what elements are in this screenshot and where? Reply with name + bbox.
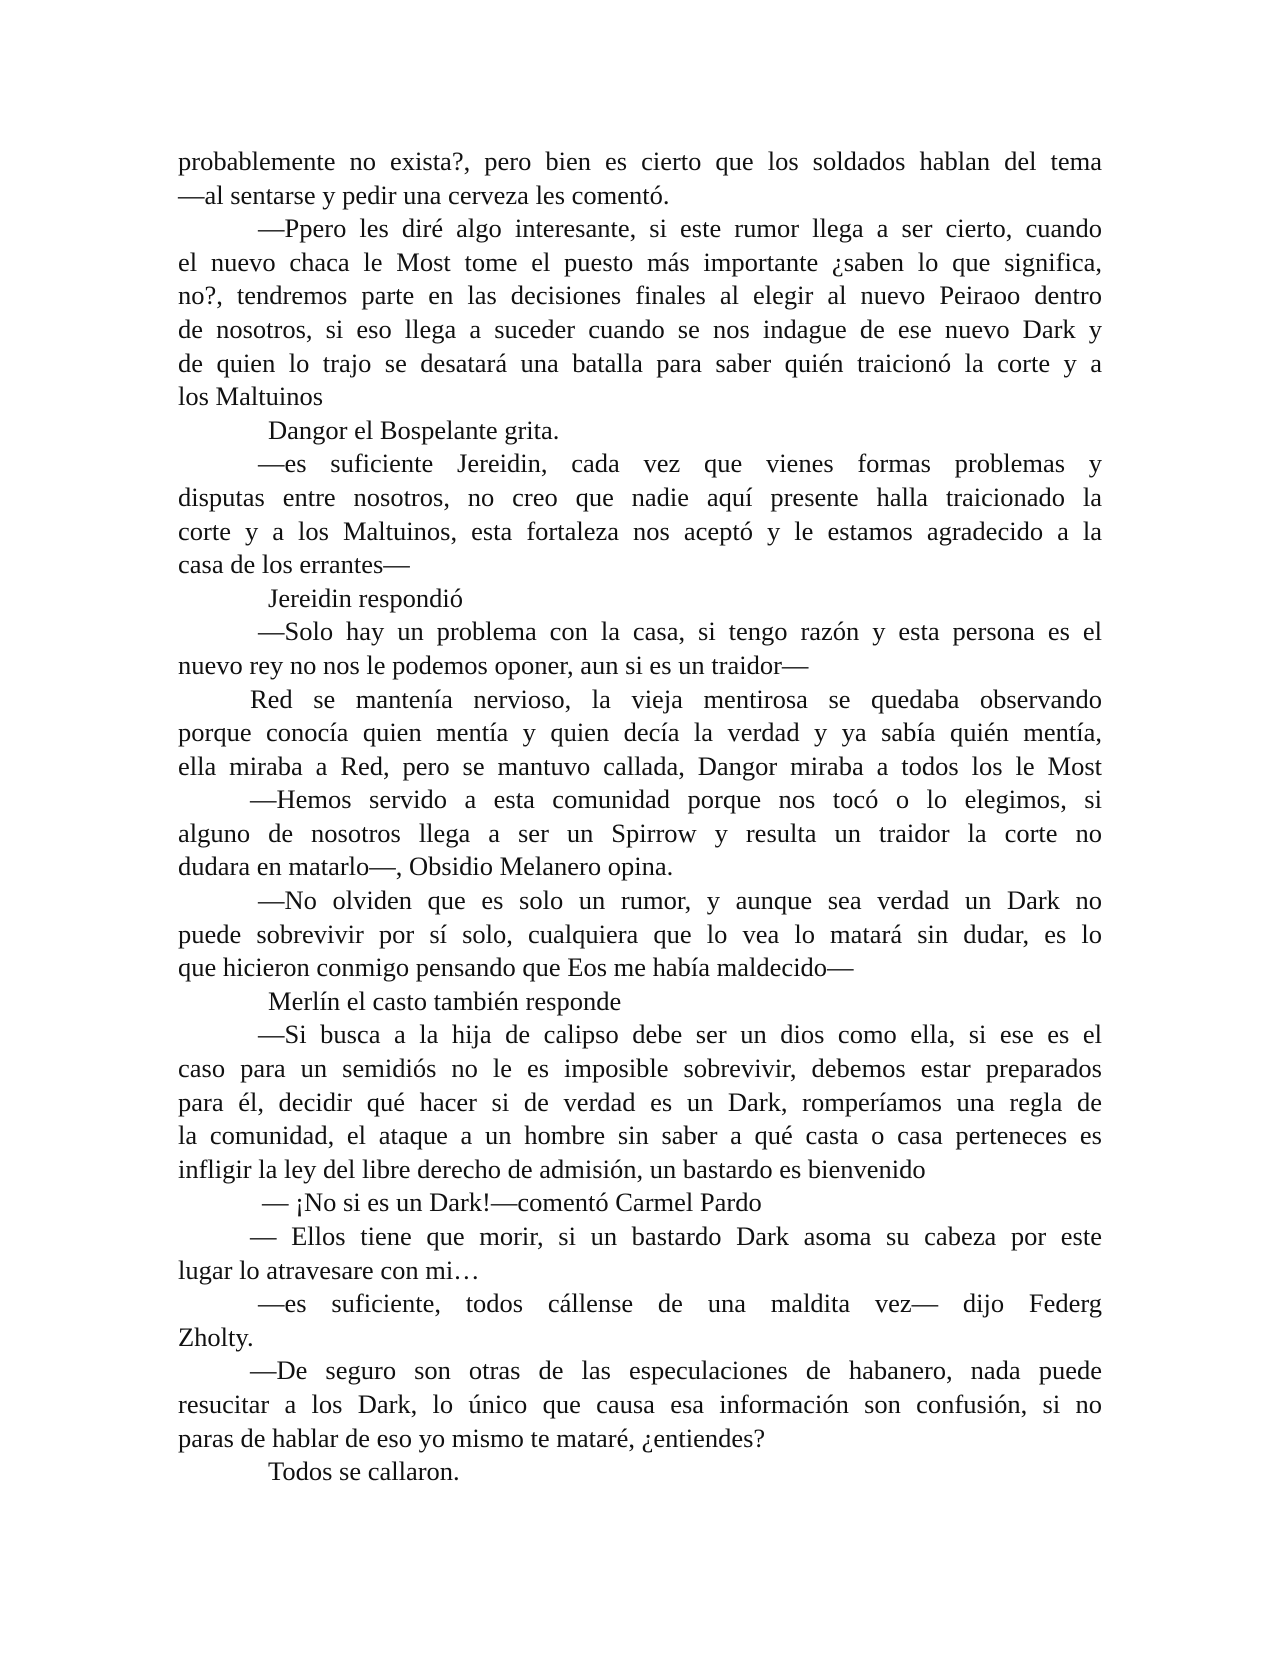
body-text <box>178 145 1102 1489</box>
text-line: —Hemos servido a esta comunidad porque nos tocó o lo elegimos, si <box>250 784 1102 815</box>
text-line: —es suficiente, todos cállense de una maldita vez— dijo Federg <box>258 1288 1102 1319</box>
text-line: —es suficiente Jereidin, cada vez que vienes formas problemas y <box>258 448 1102 479</box>
text-line: — Ellos tiene que morir, si un bastardo Dark asoma su cabeza por este <box>250 1221 1102 1251</box>
text-line: Todos se callaron. <box>268 1456 460 1487</box>
text-line: —al sentarse y pedir una cerveza les comentó. <box>178 179 670 210</box>
text-line: probablemente no exista?, pero bien es cierto que los soldados hablan del tema <box>178 146 1102 176</box>
text-line: — ¡No si es un Dark!—comentó Carmel Pardo <box>262 1187 762 1218</box>
text-line: que hicieron conmigo pensando que Eos me había maldecido— <box>178 952 854 983</box>
text-line: la comunidad, el ataque a un hombre sin saber a qué casta o casa perteneces es <box>178 1120 1102 1151</box>
text-line: casa de los errantes— <box>178 549 410 580</box>
text-line: Jereidin respondió <box>268 582 464 613</box>
text-line: Red se mantenía nervioso, la vieja mentirosa se quedaba observando <box>250 683 1102 714</box>
text-line: puede sobrevivir por sí solo, cualquiera que lo vea lo matará sin dudar, es lo <box>178 918 1102 949</box>
text-line: porque conocía quien mentía y quien decía la verdad y ya sabía quién mentía, <box>178 717 1102 748</box>
text-line: para él, decidir qué hacer si de verdad es un Dark, romperíamos una regla de <box>178 1086 1102 1117</box>
text-line: nuevo rey no nos le podemos oponer, aun si es un traidor— <box>178 649 809 680</box>
text-line: infligir la ley del libre derecho de admisión, un bastardo es bienvenido <box>178 1153 926 1184</box>
text-line: caso para un semidiós no le es imposible sobrevivir, debemos estar preparados <box>178 1053 1102 1084</box>
text-line: —De seguro son otras de las especulaciones de habanero, nada puede <box>250 1355 1102 1386</box>
text-line: corte y a los Maltuinos, esta fortaleza nos aceptó y le estamos agradecido a la <box>178 515 1102 546</box>
text-line: ella miraba a Red, pero se mantuvo callada, Dangor miraba a todos los le Most <box>178 750 1102 781</box>
text-line: los Maltuinos <box>178 381 324 412</box>
text-line: lugar lo atravesare con mi… <box>178 1254 480 1285</box>
text-line: resucitar a los Dark, lo único que causa esa información son confusión, si no <box>178 1388 1102 1419</box>
text-line: de nosotros, si eso llega a suceder cuando se nos indague de ese nuevo Dark y <box>178 313 1102 344</box>
text-line: el nuevo chaca le Most tome el puesto más importante ¿saben lo que significa, <box>178 246 1102 277</box>
text-line: disputas entre nosotros, no creo que nadie aquí presente halla traicionado la <box>178 481 1102 512</box>
text-line: —No olviden que es solo un rumor, y aunque sea verdad un Dark no <box>258 885 1102 916</box>
text-line: —Solo hay un problema con la casa, si tengo razón y esta persona es el <box>258 616 1102 647</box>
text-line: de quien lo trajo se desatará una batalla para saber quién traicionó la corte y a <box>178 347 1102 378</box>
text-line: Dangor el Bospelante grita. <box>268 414 560 445</box>
text-line: no?, tendremos parte en las decisiones finales al elegir al nuevo Peiraoo dentro <box>178 280 1102 311</box>
text-line: alguno de nosotros llega a ser un Spirrow y resulta un traidor la corte no <box>178 817 1102 848</box>
text-line: paras de hablar de eso yo mismo te mataré, ¿entiendes? <box>178 1422 766 1453</box>
text-line: Merlín el casto también responde <box>268 985 622 1016</box>
text-line: Zholty. <box>178 1321 254 1352</box>
text-line: dudara en matarlo—, Obsidio Melanero opina. <box>178 851 674 882</box>
text-line: —Ppero les diré algo interesante, si este rumor llega a ser cierto, cuando <box>258 213 1102 244</box>
text-line: —Si busca a la hija de calipso debe ser un dios como ella, si ese es el <box>258 1019 1102 1050</box>
